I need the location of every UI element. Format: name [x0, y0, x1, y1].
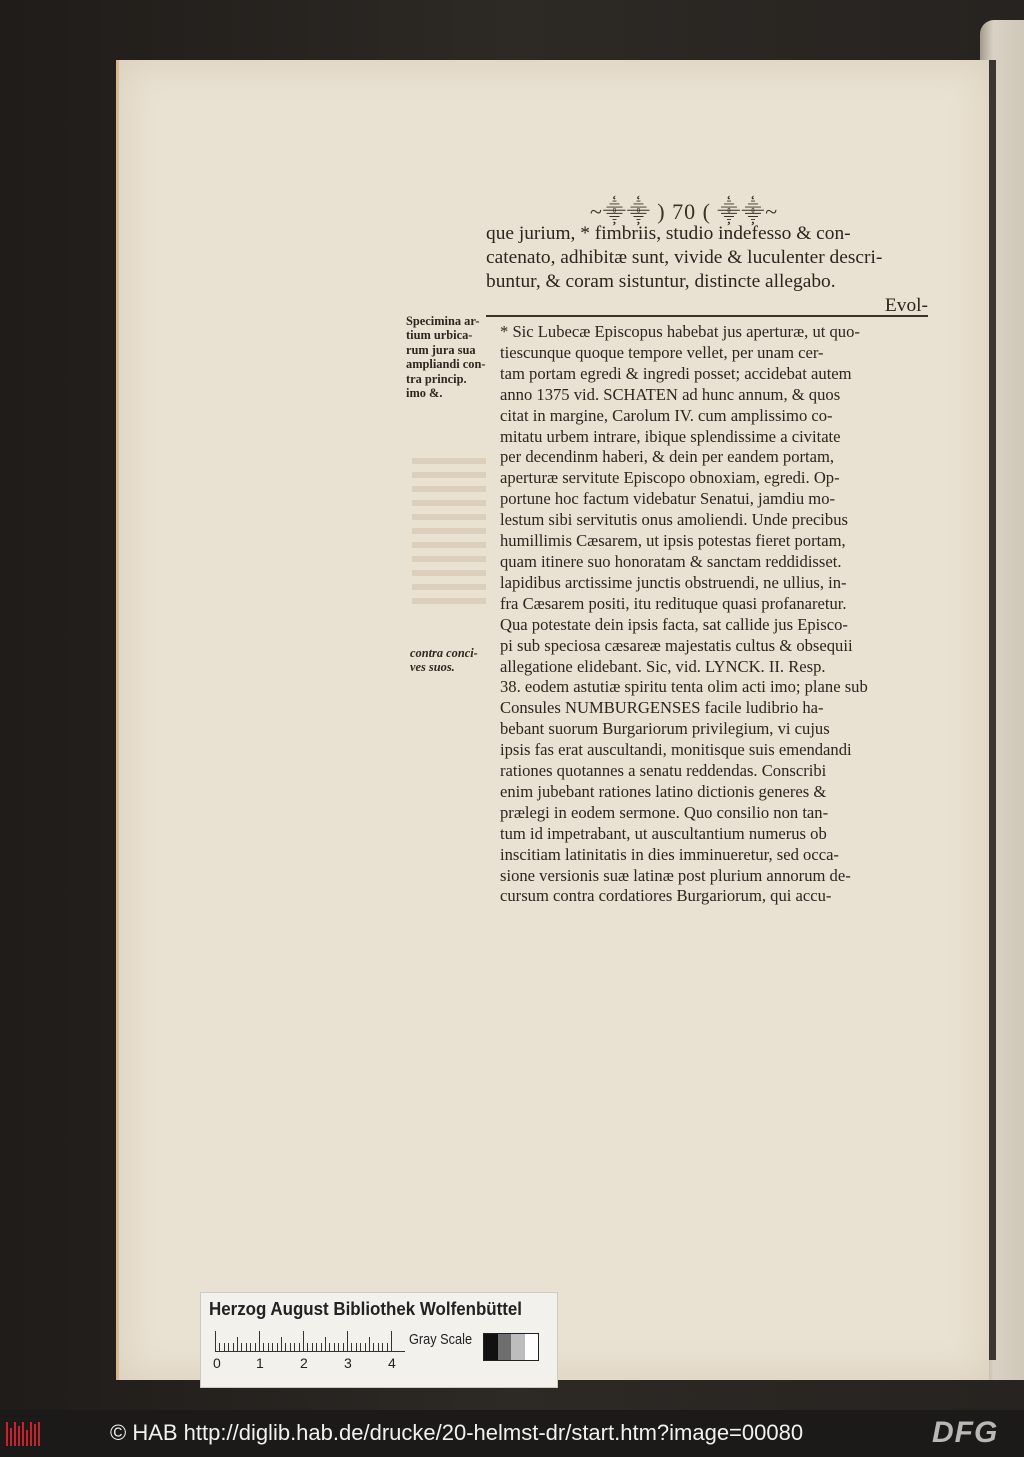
ruler-tick	[219, 1343, 220, 1351]
ruler-tick	[378, 1343, 379, 1351]
hab-logo-icon	[6, 1422, 46, 1446]
footnote-line: rationes quotannes a senatu reddendas. Conscribi	[500, 761, 827, 781]
ruler-tick	[277, 1343, 278, 1351]
gray-swatch	[525, 1334, 539, 1360]
footnote-line: mitatu urbem intrare, ibique splendissime a civitate	[500, 426, 841, 446]
footnote-line: prælegi in eodem sermone. Quo consilio non tan-	[500, 802, 829, 822]
footnote-line: lapidibus arctissime junctis obstruendi, ne ullius, in-	[500, 572, 847, 592]
ruler-tick	[382, 1343, 383, 1351]
footnote-line: ipsis fas erat auscultandi, monitisque suis emendandi	[500, 740, 852, 760]
ruler-tick	[351, 1343, 352, 1351]
main-text	[486, 222, 928, 318]
ruler-tick	[334, 1343, 335, 1351]
footnote-line: aperturæ servitute Episcopo obnoxiam, egredi. Op-	[500, 468, 840, 488]
gray-swatch	[484, 1334, 498, 1360]
ruler-tick	[347, 1331, 348, 1351]
footnote-line: fra Cæsarem positi, itu redituque quasi profanaretur.	[500, 593, 847, 613]
footnote-line: 38. eodem astutiæ spiritu tenta olim acti imo; plane sub	[500, 677, 868, 697]
ruler-tick	[365, 1343, 366, 1351]
ruler-tick	[272, 1343, 273, 1351]
gray-swatch	[511, 1334, 525, 1360]
footnote-line: cursum contra cordatiores Burgariorum, qui accu-	[500, 886, 832, 906]
ruler-tick	[316, 1343, 317, 1351]
ruler-tick	[263, 1343, 264, 1351]
footnote-line: per decendinm haberi, & dein per eandem portam,	[500, 447, 835, 467]
gray-scale-label: Gray Scale	[409, 1331, 473, 1348]
margin-note-line: contra conci-	[410, 646, 478, 660]
footnote-line: tam portam egredi & ingredi posset; accidebat autem	[500, 363, 852, 383]
ruler-tick	[228, 1343, 229, 1351]
ruler-tick	[285, 1343, 286, 1351]
ruler-tick	[294, 1343, 295, 1351]
footnote-line: enim jubebant rationes latino dictionis generes &	[500, 781, 827, 801]
ruler-tick	[373, 1343, 374, 1351]
ruler-tick	[299, 1343, 300, 1351]
footnote-line: bebant suorum Burgariorum privilegium, vi cujus	[500, 719, 830, 739]
ruler-tick	[360, 1343, 361, 1351]
footnote-line: allegatione elidebant. Sic, vid. LYNCK. II. Resp.	[500, 656, 826, 676]
footnote-line: quam itinere suo honoratam & sanctam reddidisset.	[500, 551, 842, 571]
text-line: buntur, & coram sistuntur, distincte allegabo.	[486, 271, 836, 292]
footnote-line: Qua potestate dein ipsis facta, sat callide jus Episco-	[500, 614, 848, 634]
footnote-line: inscitiam latinitatis in dies imminueretur, sed occa-	[500, 844, 839, 864]
text-line: que jurium, * fimbriis, studio indefesso & con-	[486, 223, 851, 244]
page-number-header: ~⸎⸎ ) 70 ( ⸎⸎~	[590, 199, 779, 224]
cm-ruler	[215, 1329, 405, 1352]
margin-note-line: Specimina ar-	[406, 314, 480, 328]
margin-note-line: tium urbica-	[406, 328, 473, 343]
library-title: Herzog August Bibliothek Wolfenbüttel	[209, 1299, 523, 1319]
footnote-line: citat in margine, Carolum IV. cum amplissimo co-	[500, 405, 833, 425]
footnote-line: anno 1375 vid. SCHATEN ad hunc annum, & quos	[500, 384, 841, 404]
margin-note-contra	[410, 646, 490, 675]
footnote	[500, 322, 936, 907]
ruler-tick	[356, 1343, 357, 1351]
footer-bar	[0, 1410, 1024, 1457]
ruler-tick	[369, 1337, 370, 1351]
show-through-bleed	[412, 458, 486, 608]
ruler-tick	[250, 1343, 251, 1351]
ruler-tick	[343, 1343, 344, 1351]
ruler-number: 0	[213, 1355, 221, 1371]
ruler-tick	[312, 1343, 313, 1351]
ruler-tick	[387, 1343, 388, 1351]
margin-note-specimina	[406, 314, 492, 400]
footnote-line: tiescunque quoque tempore vellet, per unam cer-	[500, 342, 824, 362]
footnote-line: * Sic Lubecæ Episcopus habebat jus aperturæ, ut quo-	[500, 322, 860, 341]
footnote-line: sione versionis suæ latinæ post plurium annorum de-	[500, 865, 851, 885]
ruler-tick	[224, 1343, 225, 1351]
ruler-tick	[233, 1343, 234, 1351]
ruler-tick	[241, 1343, 242, 1351]
catchword: Evol-	[884, 295, 928, 316]
footnote-line: lestum sibi servitutis onus amoliendi. Unde precibus	[500, 510, 848, 530]
footnote-line: humillimis Cæsarem, ut ipsis potestas fieret portam,	[500, 531, 846, 551]
footnote-line: Consules NUMBURGENSES facile ludibrio ha-	[500, 698, 824, 718]
footnote-divider	[486, 315, 928, 317]
ruler-tick	[215, 1331, 216, 1351]
dfg-logo: DFG	[932, 1416, 999, 1449]
ruler-tick	[259, 1331, 260, 1351]
gray-scale-swatch	[483, 1333, 539, 1361]
ruler-number: 1	[256, 1355, 264, 1371]
ruler-tick	[303, 1331, 304, 1351]
source-url[interactable]: © HAB http://diglib.hab.de/drucke/20-helmst-dr/start.htm?image=00080	[110, 1420, 804, 1445]
margin-note-line: ampliandi con-	[406, 357, 486, 372]
library-color-card	[200, 1292, 558, 1388]
ruler-number: 4	[388, 1355, 396, 1371]
ruler-tick	[268, 1343, 269, 1351]
ruler-tick	[321, 1343, 322, 1351]
footnote-line: portune hoc factum videbatur Senatui, jamdiu mo-	[500, 489, 836, 509]
footnote-line: tum id impetrabant, ut auscultantium numerus ob	[500, 823, 827, 843]
footnote-line: pi sub speciosa cæsareæ majestatis cultus & obsequii	[500, 635, 853, 655]
margin-note-line: rum jura sua	[406, 342, 476, 357]
ruler-tick	[307, 1343, 308, 1351]
ruler-tick	[329, 1343, 330, 1351]
ruler-tick	[391, 1331, 392, 1351]
ruler-tick	[255, 1343, 256, 1351]
ruler-tick	[325, 1337, 326, 1351]
ruler-number: 2	[300, 1355, 308, 1371]
ruler-tick	[246, 1343, 247, 1351]
ruler-number: 3	[344, 1355, 352, 1371]
gray-swatch	[498, 1334, 512, 1360]
ruler-tick	[338, 1343, 339, 1351]
margin-note-line: tra princip.	[406, 371, 467, 386]
ruler-tick	[237, 1337, 238, 1351]
text-line: catenato, adhibitæ sunt, vivide & luculenter descri-	[486, 247, 883, 268]
ruler-tick	[281, 1337, 282, 1351]
margin-note-line: imo &.	[406, 386, 443, 401]
margin-note-line: ves suos.	[410, 660, 455, 675]
ruler-tick	[290, 1343, 291, 1351]
